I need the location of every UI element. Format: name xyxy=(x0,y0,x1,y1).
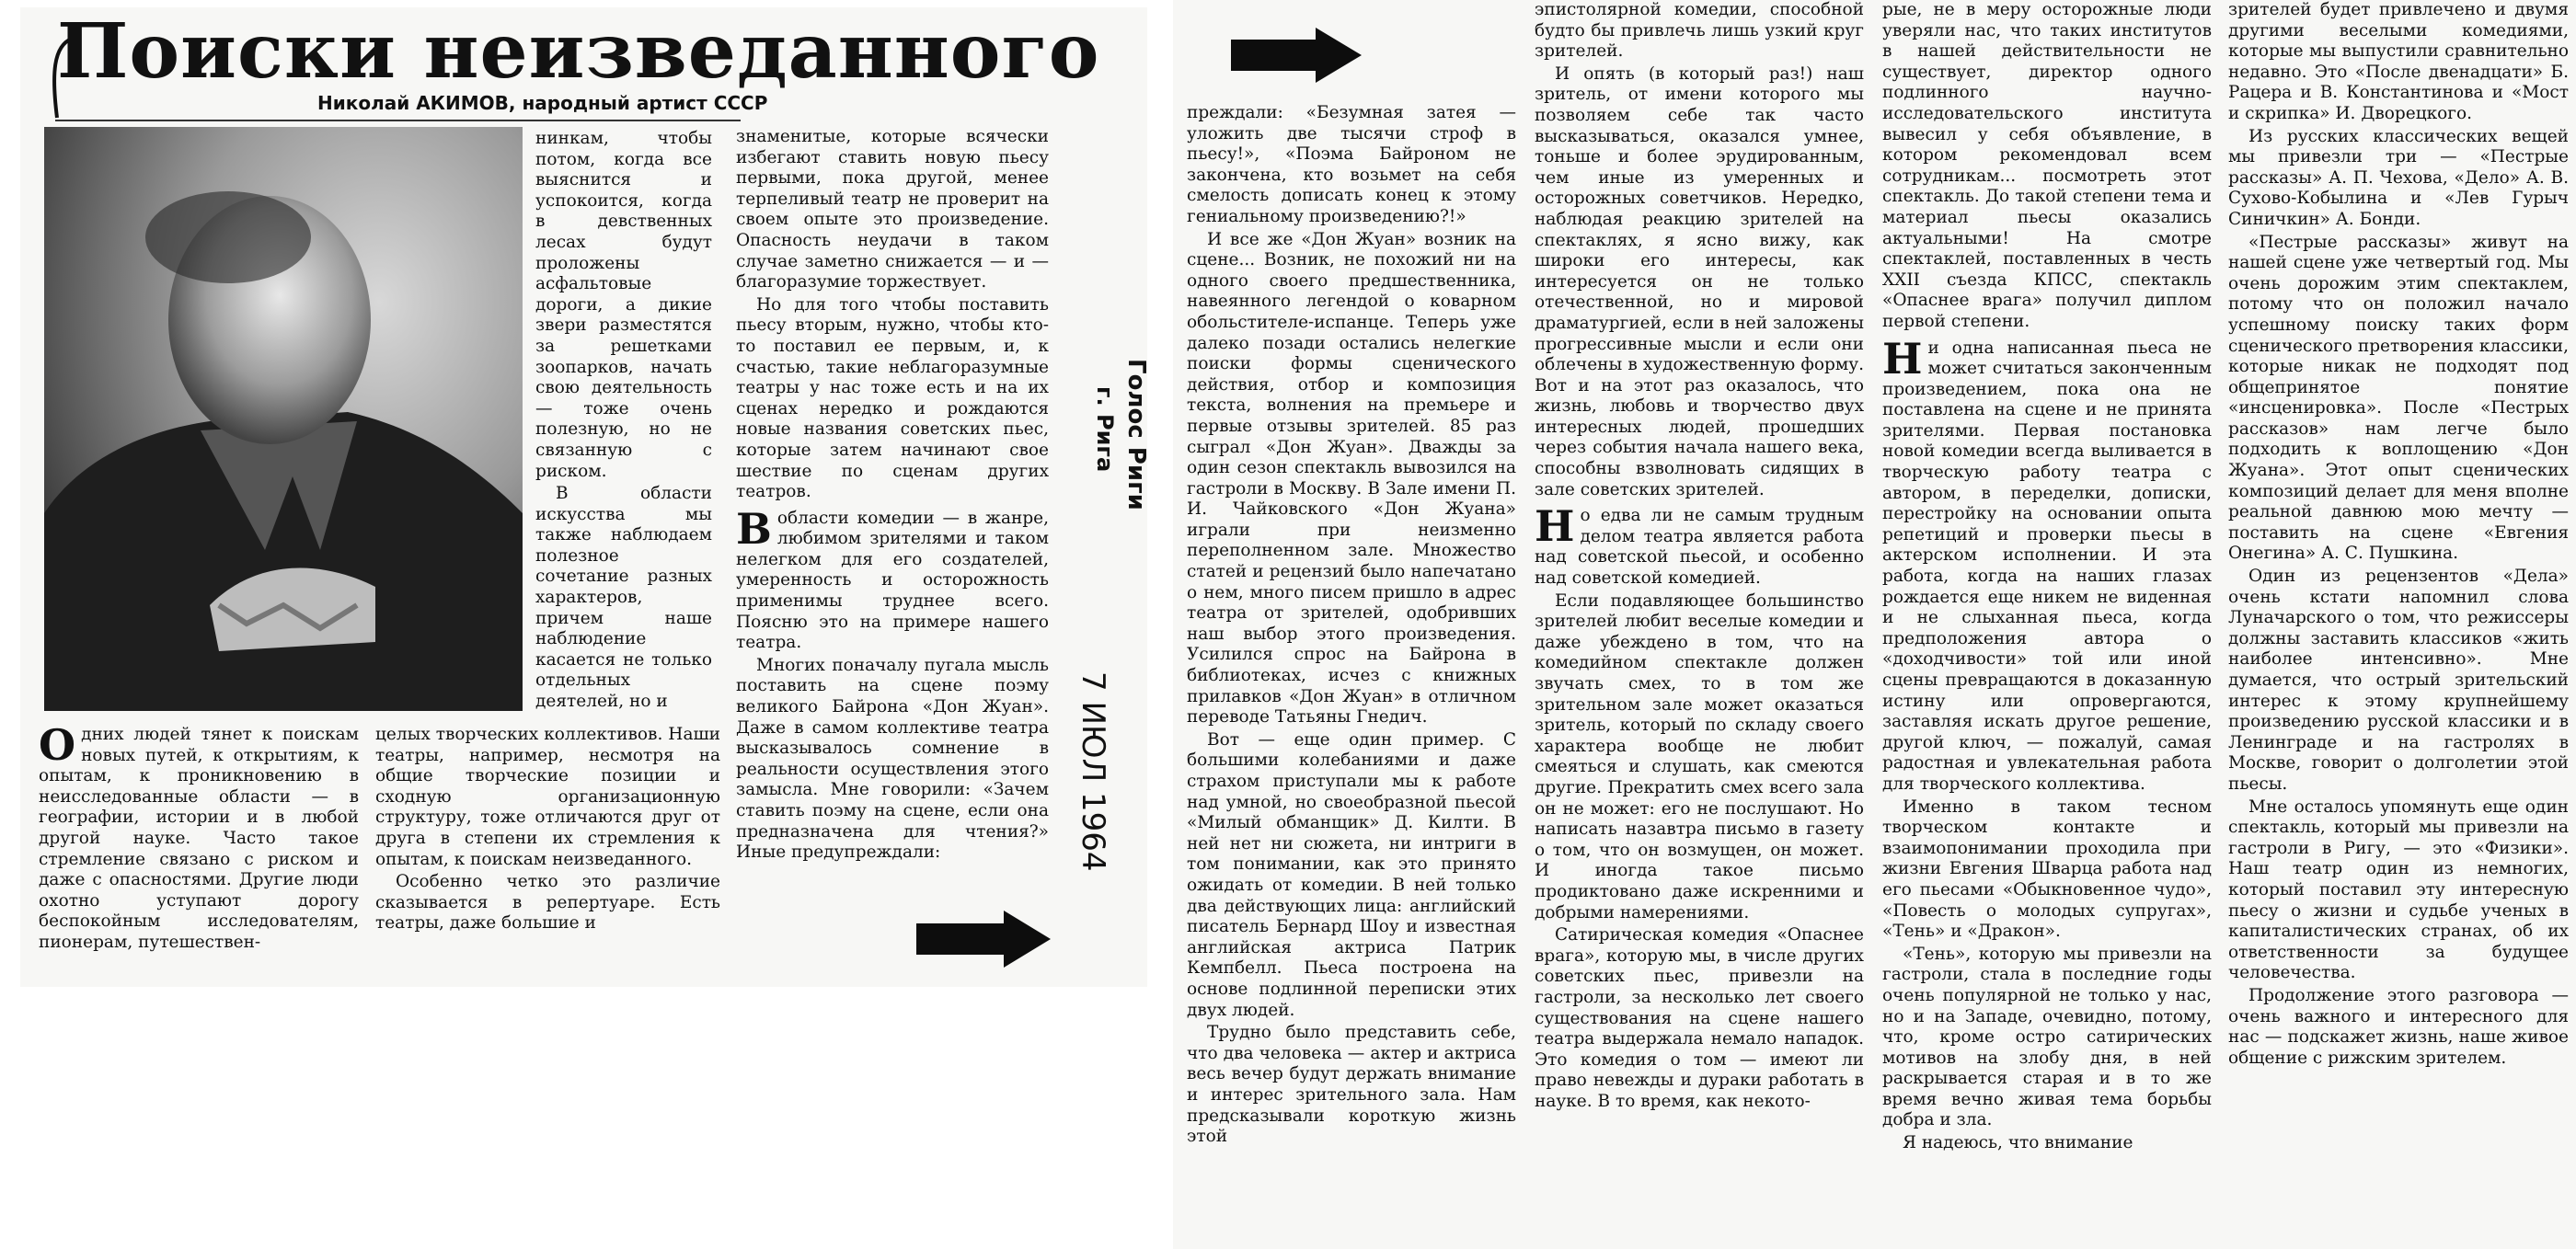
paragraph: Продолжение этого разговора — очень важного и интересного для нас — подскажет жизнь, наше живое общение с рижским зрителем. xyxy=(2228,985,2569,1068)
paragraph: целых творческих коллективов. Наши театры, например, несмотря на общие творческие позиции и сходную организационную структуру, тоже отличаются друг от друга в степени их стремления к опытам, к поискам неизведанного. xyxy=(375,725,720,869)
paragraph: зрителей будет привлечено и двумя другими веселыми комедиями, которые мы выпустили сравнительно недавно. Это «После двенадцати» Б. Рацера и В. Константинова и «Мост и скрипка» И. Дворецкого. xyxy=(2228,0,2569,123)
newspaper-stamp-city: г. Рига xyxy=(1092,386,1118,473)
paragraph: Мне осталось упомянуть еще один спектакль, который мы привезли на гастроли в Ригу, — это «Физики». Наш театр один из немногих, который поставил эту интересную пьесу о жизни и судьбе ученых в капиталистических странах, об их ответственности за будущее человечества. xyxy=(2228,796,2569,983)
paragraph: Особенно четко это различие сказывается в репертуаре. Есть театры, даже большие и xyxy=(375,872,720,934)
paragraph: Но едва ли не самым трудным делом театра является работа над советской пьесой, и особенно над советской комедией. xyxy=(1535,501,1864,589)
newspaper-stamp-name: Голос Риги xyxy=(1122,359,1150,510)
paragraph: И опять (в который раз!) наш зритель, от имени которого мы позволяем себе так часто высказываться, оказался умнее, тоньше и более эрудированным, чем иные из умеренных и осторожных советчиков. Нередко, наблюдая реакцию зрителей на спектаклях, я ясно вижу, как широки его интересы, как интересуется он не только отечественной, но и мировой драматургией, если в ней заложены прогрессивные мысли и если они облечены в художественную форму. Вот и на этот раз оказалось, что жизнь, любовь и творчество двух интересных людей, прошедших через события начала нашего века, способны взволновать сидящих в зале советских зрителей. xyxy=(1535,63,1864,499)
newspaper-stamp-date: 7 ИЮЛ 1964 xyxy=(1075,671,1111,872)
paragraph: «Тень», которую мы привезли на гастроли, стала в последние годы очень популярной не только у нас, но и на Западе, очевидно, потому, что, кроме остро сатирических мотивов на злобу дня, в ней раскрывается старая и в то же время вечно живая тема борьбы добра и зла. xyxy=(1882,944,2212,1130)
drop-cap: Н xyxy=(1882,333,1923,384)
paragraph: Вот — еще один пример. С большими колебаниями и даже страхом приступали мы к работе над умной, но своеобразной пьесой «Милый обманщик» Д. Килти. В ней нет ни сюжета, ни интриги в том понимании, как это принято ожидать от комедии. В ней только два действующих лица: английский писатель Бернард Шоу и известная английская актриса Патрик Кемпбелл. Пьеса построена на основе подлинной переписки этих двух людей. xyxy=(1187,729,1516,1020)
article-byline: Николай АКИМОВ, народный артист СССР xyxy=(317,92,768,114)
drop-cap: В xyxy=(736,503,772,554)
column-5 xyxy=(1882,0,2212,1156)
paragraph: нинкам, чтобы потом, когда все выяснится и успокоится, когда в девственных лесах будут проложены асфальтовые дороги, а дикие звери разместятся за решетками зоопарков, начать свою деятельность — тоже очень полезную, но не связанную с риском. xyxy=(535,129,712,481)
column-3 xyxy=(1187,103,1516,1150)
paragraph: Трудно было представить себе, что два человека — актер и актриса весь вечер будут держать внимание и интерес зрительного зала. Нам предсказывали короткую жизнь этой xyxy=(1187,1023,1516,1147)
column-6 xyxy=(2228,0,2569,1071)
paragraph: Я надеюсь, что внимание xyxy=(1903,1133,2133,1153)
author-photo xyxy=(44,127,523,711)
paragraph: преждали: «Безумная затея — уложить две тысячи строф в пьесу!», «Поэма Байроном не закончена, кто возьмет на себя смелость дописать конец к этому гениальному произведению?!» xyxy=(1187,103,1516,226)
paragraph: В области искусства мы также наблюдаем полезное сочетание разных характеров, причем наше наблюдение касается не только отдельных деятелей, но и xyxy=(535,484,712,712)
paragraph: рые, не в меру осторожные люди уверяли нас, что таких институтов в нашей действительности не существует, директор одного подлинного научно-исследовательского института вывесил у себя объявление, в котором рекомендовал всем сотрудникам... посмотреть этот спектакль. До такой степени тема и материал пьесы оказались актуальными! На смотре спектаклей, поставленных в честь XXII съезда КПСС, спектакль «Опаснее врага» получил диплом первой степени. xyxy=(1882,0,2212,331)
paragraph: Из русских классических вещей мы привезли три — «Пестрые рассказы» А. П. Чехова, «Дело» А. В. Сухово-Кобылина и «Лев Гурыч Синичкин» А. Бонди. xyxy=(2228,126,2569,229)
paragraph: Ни одна написанная пьеса не может считаться законченным произведением, пока она не поставлена на сцене и не принята зрителями. Первая постановка новой комедии всегда выливается в творческую работу театра с автором, в переделки, дописки, перестройку на основании опыта репетиций и проверки пьесы в актерском исполнении. И эта работа, когда на наших глазах рождается еще никем не виденная и не слыханная пьеса, когда предположения автора о «доходчивости» той или иной сцены превращаются в доказанную истину или опровергаются, заставляя искать другое решение, другой ключ, — пожалуй, самая радостная и увлекательная работа для творческого коллектива. xyxy=(1882,333,2212,794)
paragraph: И все же «Дон Жуан» возник на сцене... Возник, не похожий ни на одного своего предшественника, навеянного легендой о коварном обольстителе-испанце. Теперь уже далеко позади остались нелегкие поиски формы сценического действия, отбор и композиция текста, волнения на премьере и первые отзывы зрителей. 85 раз сыграл «Дон Жуан». Дважды за один сезон спектакль вывозился на гастроли в Москву. В Зале имени П. И. Чайковского «Дон Жуана» играли при неизменно переполненном зале. Множество статей и рецензий было напечатано о нем, много писем пришло в адрес театра от зрителей, одобривших наш выбор этого произведения. Усилился спрос на Байрона в библиотеках, исчез с книжных прилавков «Дон Жуан» в отличном переводе Татьяны Гнедич. xyxy=(1187,229,1516,728)
continuation-arrow-icon xyxy=(1231,28,1362,83)
column-beside-photo xyxy=(535,129,712,715)
paragraph: Один из рецензентов «Дела» очень кстати напомнил слова Луначарского о том, что режиссеры должны заставить классиков «жить наиболее интенсивно». Мне думается, что острый зрительский интерес к этому крупнейшему произведению русской классики и в Ленинграде и на гастролях в Москве, говорит о долголетии этой пьесы. xyxy=(2228,567,2569,794)
paragraph: Сатирическая комедия «Опаснее врага», которую мы, в числе других советских пьес, привезли на гастроли, за несколько лет своего существования на сцене нашего театра выдержала немало нападок. Это комедия о том — имеют ли право невежды и дураки работать в науке. В то время, как некото- xyxy=(1535,925,1864,1111)
column-intro xyxy=(39,720,359,956)
continuation-arrow-icon xyxy=(916,911,1051,968)
paragraph: эпистолярной комедии, способной будто бы привлечь лишь узкий круг зрителей. xyxy=(1535,0,1864,62)
drop-cap: О xyxy=(39,720,76,770)
paragraph: «Пестрые рассказы» живут на нашей сцене уже четвертый год. Мы очень дорожим этим спектаклем, потому что он положил начало успешному поиску таких форм сценического претворения классики, которые никак не подходят под общепринятое понятие «инсценировка». После «Пестрых рассказов» нам легче было подходить к воплощению «Дон Жуана». Этот опыт сценических композиций делает для меня вполне реальной давнюю мою мечту — поставить на сцене «Евгения Онегина» А. С. Пушкина. xyxy=(2228,232,2569,564)
paragraph: Если подавляющее большинство зрителей любит веселые комедии и даже убеждено в том, что на комедийном спектакле должен звучать смех, то в том же зрительном зале может оказаться зритель, который по складу своего характера вообще не любит смеяться и слушать, как смеются другие. Прекратить смех всего зала он не может: его не послушают. Но написать назавтра письмо в газету о том, что он возмущен, он может. И иногда такое письмо продиктовано даже искренними и добрыми намерениями. xyxy=(1535,590,1864,922)
paragraph: Именно в таком тесном творческом контакте и взаимопонимании проходила при жизни Евгения Шварца работа над его пьесами «Обыкновенное чудо», «Повесть о молодых супругах», «Тень» и «Дракон». xyxy=(1882,796,2212,942)
paragraph: Но для того чтобы поставить пьесу вторым, нужно, чтобы кто-то поставил ее первым, и, к счастью, такие неблагоразумные театры у нас тоже есть и на их сценах нередко и рождаются новые названия советских пьес, которые затем начинают свое шествие по сценам других театров. xyxy=(736,294,1049,502)
drop-cap: Н xyxy=(1535,501,1575,552)
paragraph: Многих поначалу пугала мысль поставить на сцене поэму великого Байрона «Дон Жуан». Даже в самом коллективе театра высказывалось сомнение в реальности осуществления этого замысла. Мне говорили: «Зачем ставить поэму на сцене, если она предназначена для чтения?» Иные предупреждали: xyxy=(736,655,1049,863)
column-2 xyxy=(736,127,1049,865)
column-4 xyxy=(1535,0,1864,1114)
title-rule xyxy=(55,120,741,121)
paragraph-intro: Одних людей тянет к поискам новых путей, к открытиям, к опытам, к проникновению в неисследованные области — в географии, истории и в любой другой науке. Часто такое стремление связано с риском и даже с опасностями. Другие люди охотно уступают дорогу беспокойным исследователям, пионерам, путешествен- xyxy=(39,720,359,952)
article-title: Поиски неизведанного xyxy=(57,7,1100,96)
paragraph: В области комедии — в жанре, любимом зрителями и таком нелегком для его создателей, умеренность и осторожность применимы труднее всего. Поясню это на примере нашего театра. xyxy=(736,503,1049,653)
paragraph: знаменитые, которые всячески избегают ставить новую пьесу первыми, пока другой, менее терпеливый театр не проверит на своем опыте это произведение. Опасность неудачи в таком случае заметно снижается — и — благоразумие торжествует. xyxy=(736,127,1049,292)
column-continued xyxy=(375,725,720,936)
